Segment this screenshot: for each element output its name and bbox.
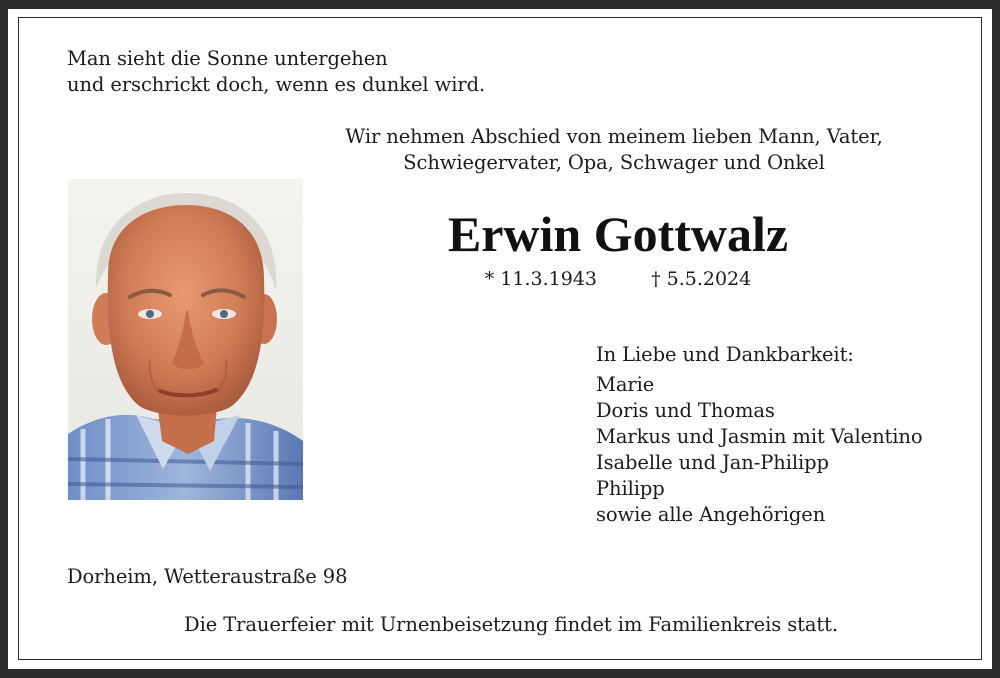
family-member: Marie xyxy=(596,373,655,396)
deceased-name: Erwin Gottwalz xyxy=(447,206,789,262)
portrait-illustration xyxy=(68,179,303,500)
family-member: Philipp xyxy=(596,477,665,500)
obituary-frame xyxy=(18,17,982,660)
intro-line-1: Wir nehmen Abschied von meinem lieben Mann, Vater, xyxy=(345,125,883,148)
address: Dorheim, Wetteraustraße 98 xyxy=(67,565,348,588)
family-member: Doris und Thomas xyxy=(596,399,775,422)
funeral-note: Die Trauerfeier mit Urnenbeisetzung findet im Familienkreis statt. xyxy=(184,613,838,636)
family-list xyxy=(596,342,923,528)
life-dates xyxy=(319,266,917,292)
death-date: † 5.5.2024 xyxy=(651,268,752,290)
motto-line-1: Man sieht die Sonne untergehen xyxy=(67,47,388,70)
family-heading: In Liebe und Dankbarkeit: xyxy=(596,343,854,366)
birth-date: * 11.3.1943 xyxy=(484,268,598,290)
obituary-paper xyxy=(8,9,992,669)
intro-line-2: Schwiegervater, Opa, Schwager und Onkel xyxy=(403,151,825,174)
motto xyxy=(67,46,485,98)
intro-text xyxy=(319,124,909,176)
motto-line-2: und erschrickt doch, wenn es dunkel wird. xyxy=(67,73,486,96)
family-member: Isabelle und Jan-Philipp xyxy=(596,451,829,474)
family-member: sowie alle Angehörigen xyxy=(596,503,826,526)
portrait-photo xyxy=(68,179,303,500)
family-member: Markus und Jasmin mit Valentino xyxy=(596,425,923,448)
